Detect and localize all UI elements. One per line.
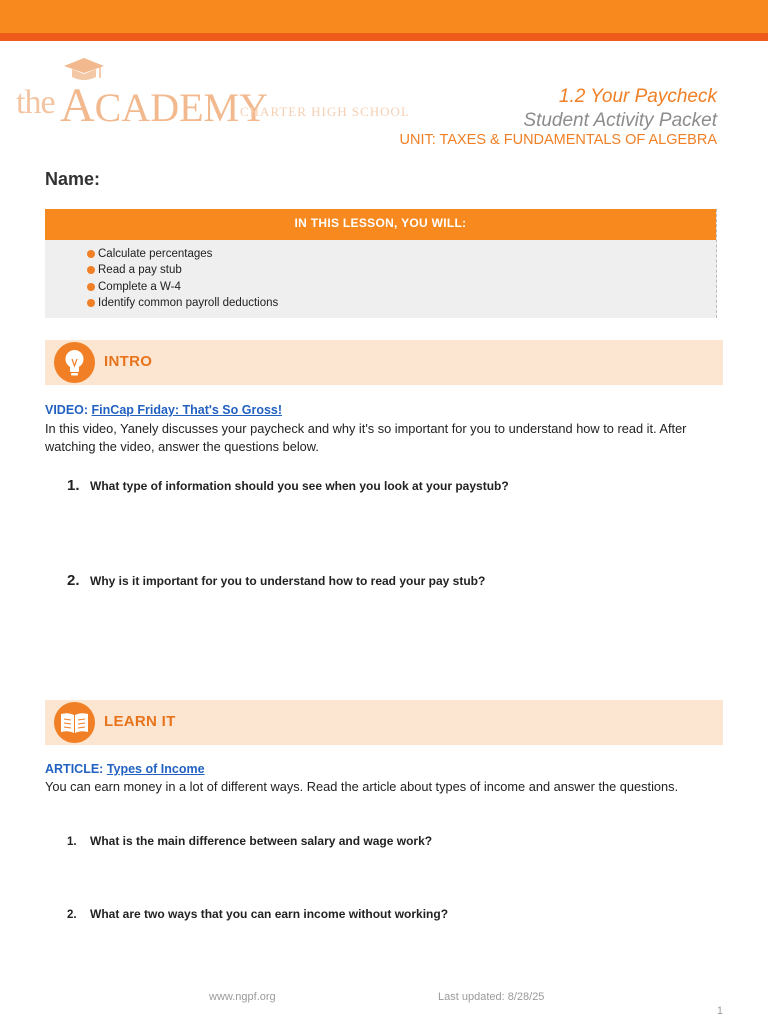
question-text: What is the main difference between salary and wage work? xyxy=(90,834,433,848)
footer-website: www.ngpf.org xyxy=(209,991,276,1003)
question-number: 2. xyxy=(67,572,80,589)
question-text: What are two ways that you can earn income without working? xyxy=(90,907,449,921)
intro-section-header xyxy=(45,340,723,385)
learn-it-section-header xyxy=(45,700,723,745)
logo-academy-rest: CADEMY xyxy=(94,85,269,130)
list-item xyxy=(87,279,716,295)
academy-logo xyxy=(16,56,416,132)
footer-updated: Last updated: 8/28/25 xyxy=(438,991,545,1003)
logo-academy xyxy=(60,78,268,133)
list-item xyxy=(87,295,716,311)
intro-question-1 xyxy=(67,477,509,494)
objective-text: Read a pay stub xyxy=(98,264,182,277)
page-number: 1 xyxy=(716,1005,723,1017)
lesson-objectives-box xyxy=(45,209,717,318)
list-item xyxy=(87,246,716,262)
top-banner xyxy=(0,0,768,33)
learn-it-title: LEARN IT xyxy=(104,713,176,730)
video-link[interactable]: FinCap Friday: That's So Gross! xyxy=(91,403,283,417)
lesson-objectives-heading: IN THIS LESSON, YOU WILL: xyxy=(45,209,716,240)
open-book-icon xyxy=(54,702,95,743)
top-banner-stripe xyxy=(0,33,768,41)
question-text: What type of information should you see when you look at your paystub? xyxy=(90,479,509,493)
question-number: 1. xyxy=(67,477,80,494)
objective-text: Calculate percentages xyxy=(98,248,213,260)
article-link[interactable]: Types of Income xyxy=(106,762,205,776)
intro-title: INTRO xyxy=(104,353,153,370)
intro-description: In this video, Yanely discusses your paycheck and why it's so important for you to understand how to read it. After watching the video, answer the questions below. xyxy=(45,421,687,454)
bullet-icon xyxy=(87,299,95,307)
intro-question-2 xyxy=(67,572,485,589)
question-number: 2. xyxy=(67,909,77,921)
unit-label: UNIT: TAXES & FUNDAMENTALS OF ALGEBRA xyxy=(399,132,717,148)
learn-resource xyxy=(45,762,205,776)
bullet-icon xyxy=(87,266,95,274)
resource-label: ARTICLE: xyxy=(45,762,104,776)
lesson-title: 1.2 Your Paycheck xyxy=(558,86,717,107)
logo-subtitle: CHARTER HIGH SCHOOL xyxy=(240,104,410,119)
bullet-icon xyxy=(87,250,95,258)
lesson-objectives-list xyxy=(45,240,716,311)
logo-academy-cap: A xyxy=(60,79,95,132)
logo-the: the xyxy=(16,84,55,121)
learn-question-2 xyxy=(67,907,448,921)
name-label: Name: xyxy=(45,169,101,189)
objective-text: Identify common payroll deductions xyxy=(98,296,279,309)
intro-resource xyxy=(45,403,282,417)
question-text: Why is it important for you to understand how to read your pay stub? xyxy=(90,574,486,588)
resource-label: VIDEO: xyxy=(45,403,89,417)
question-number: 1. xyxy=(67,836,77,848)
learn-question-1 xyxy=(67,834,432,848)
learn-description: You can earn money in a lot of different ways. Read the article about types of income and answer the questions. xyxy=(45,779,679,794)
list-item xyxy=(87,262,716,278)
objective-text: Complete a W-4 xyxy=(98,280,181,293)
bullet-icon xyxy=(87,283,95,291)
packet-subtitle: Student Activity Packet xyxy=(523,110,717,131)
lightbulb-icon xyxy=(54,342,95,383)
